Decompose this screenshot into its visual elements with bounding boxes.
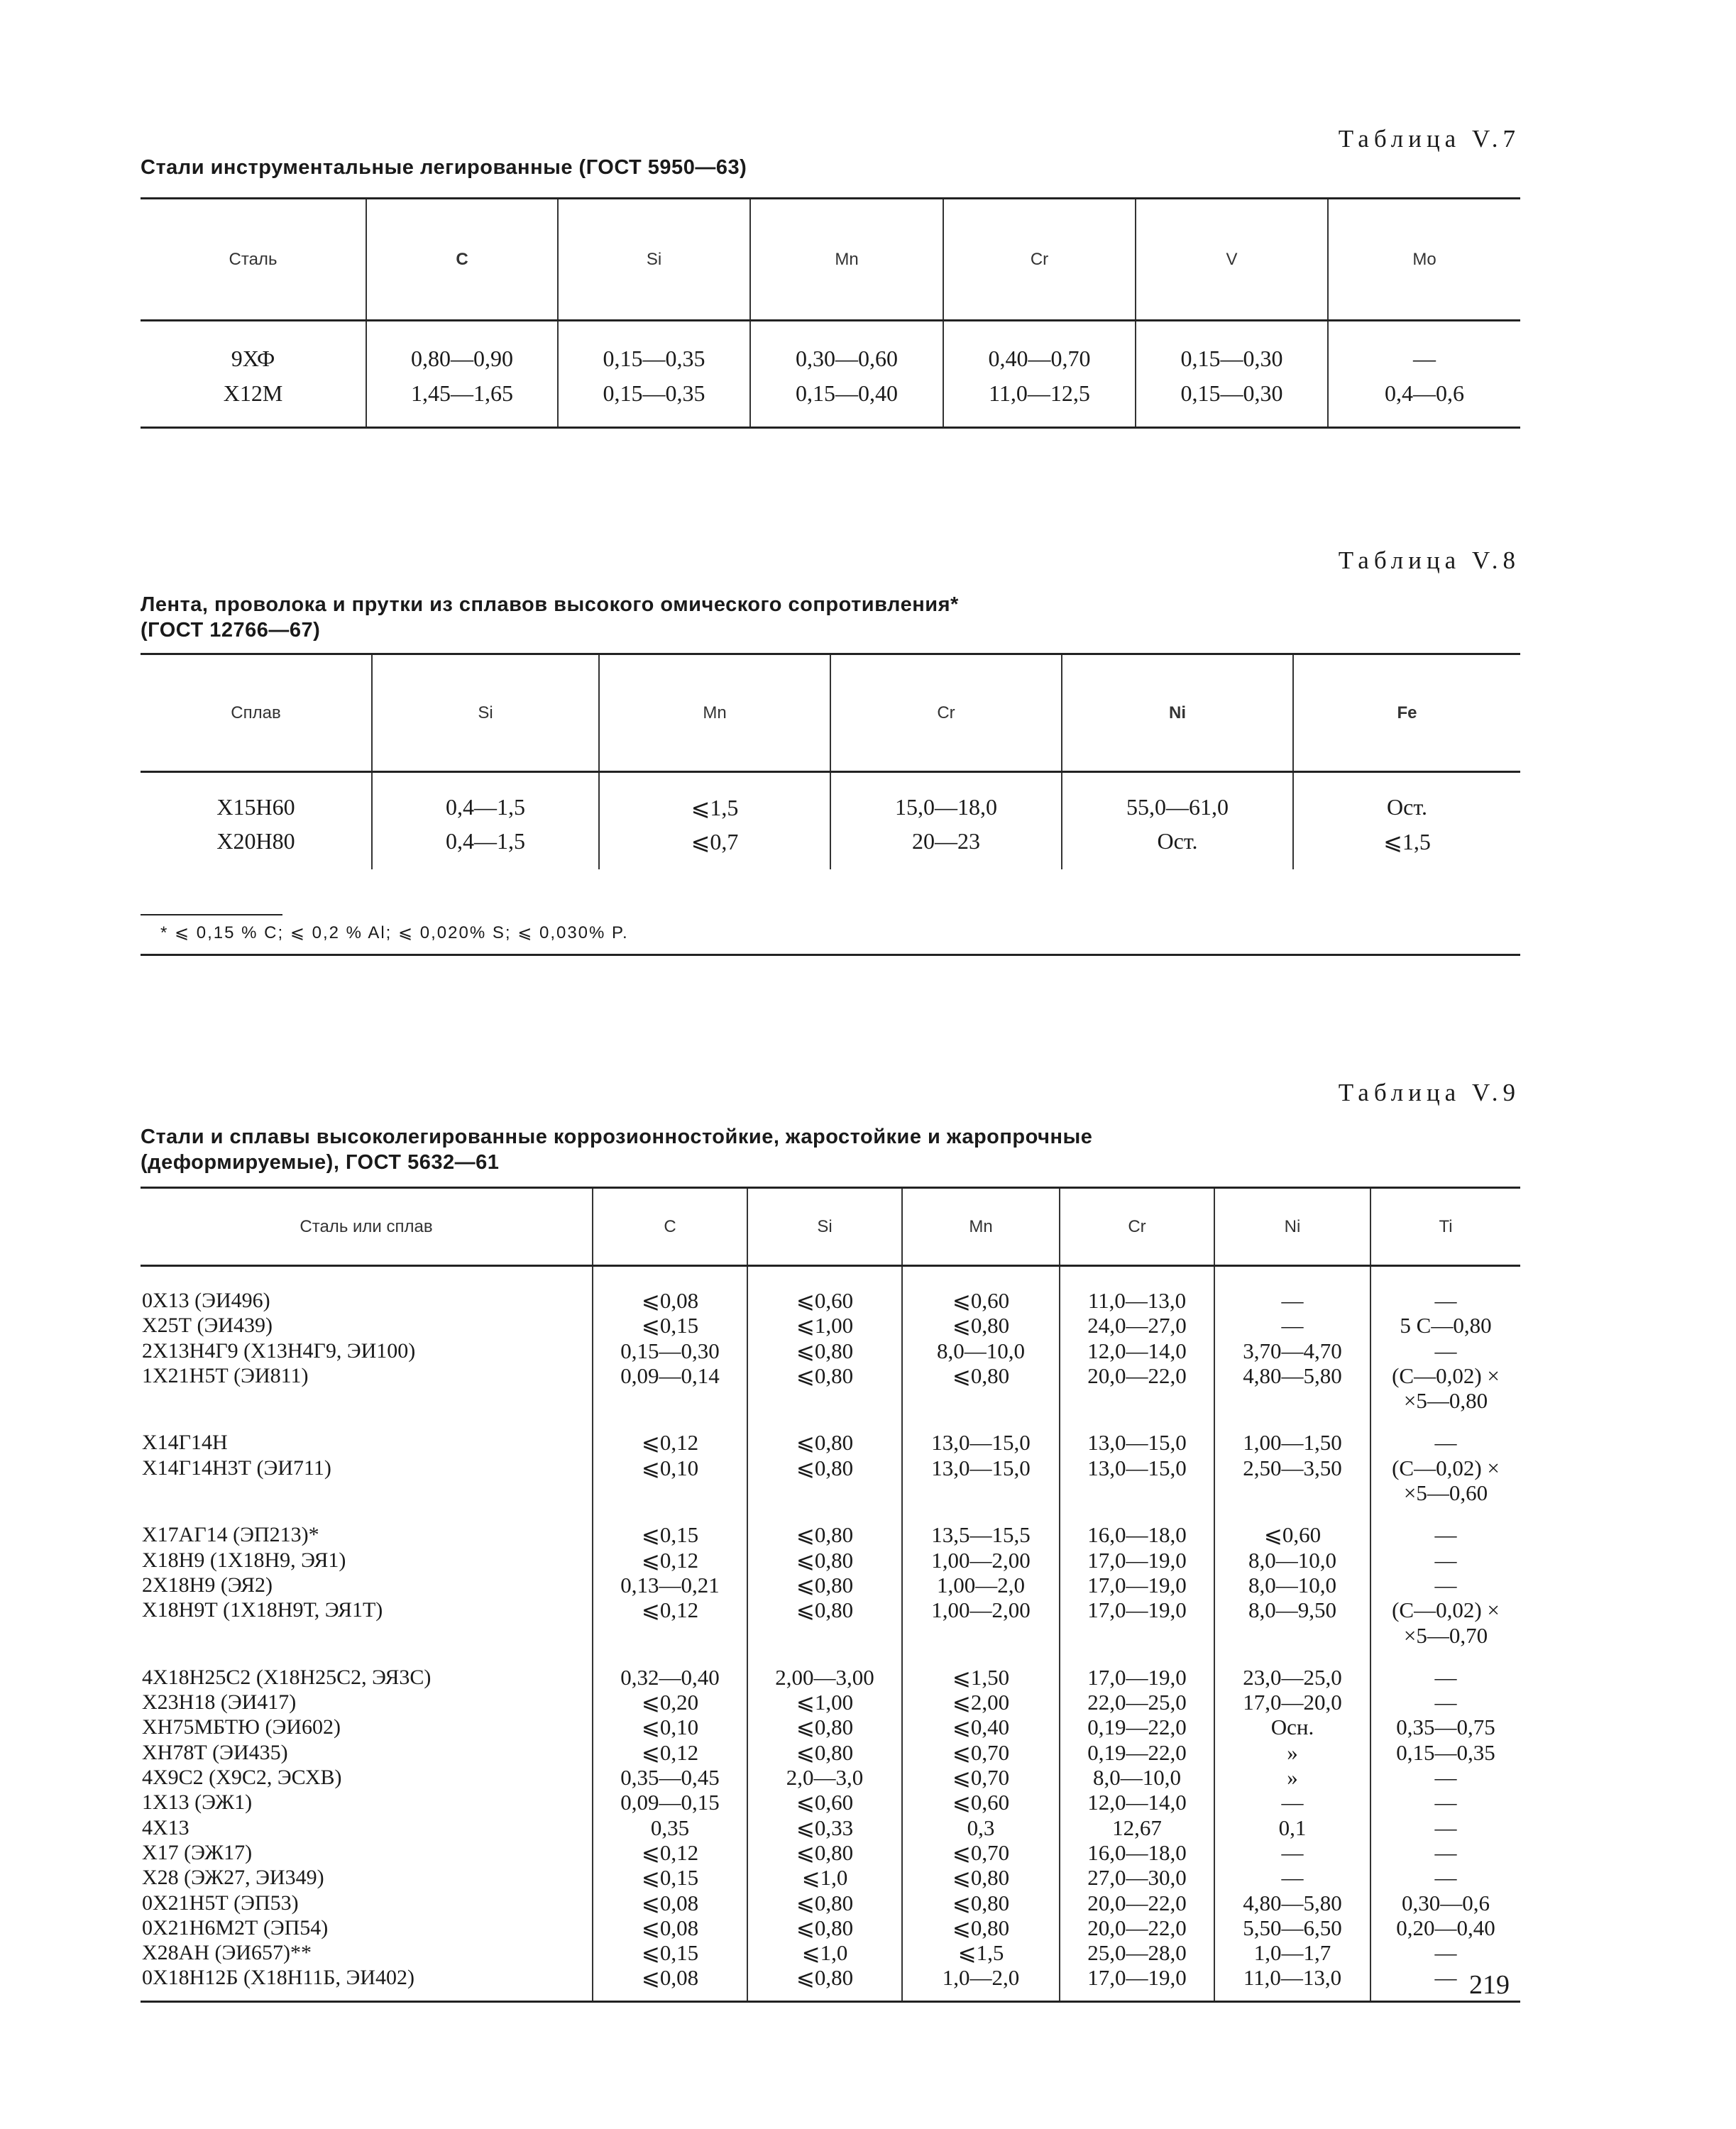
table-cell — [748, 1388, 901, 1413]
column-ti — [1370, 1266, 1520, 2002]
table-cell: 5 C—0,80 — [1400, 1313, 1492, 1338]
table-cell: 8,0—10,0 — [937, 1338, 1025, 1363]
table-cell: — — [1434, 1288, 1457, 1313]
table-cell: ⩽0,15 — [641, 1865, 699, 1891]
table-cell: 13,0—15,0 — [931, 1430, 1031, 1456]
table-cell: 12,0—14,0 — [1087, 1338, 1187, 1363]
table-cell: ⩽0,60 — [796, 1790, 854, 1815]
table-cell: 1,00—1,50 — [1243, 1430, 1342, 1456]
table-v7-header-row — [141, 199, 1520, 321]
table-cell: ⩽0,80 — [796, 1597, 854, 1623]
table-cell: ⩽0,80 — [952, 1313, 1010, 1338]
table-cell: ⩽0,7 — [599, 821, 830, 869]
table-cell: Х20Н80 — [216, 828, 295, 854]
table-cell: 0,15—0,30 — [1136, 372, 1328, 428]
table-v8-title-line2: (ГОСТ 12766—67) — [141, 619, 321, 642]
table-v9-col-header: Cr — [1060, 1188, 1214, 1266]
table-cell: — — [1434, 1430, 1457, 1456]
table-v9-label: Таблица V.9 — [1338, 1079, 1520, 1106]
table-cell: — — [1434, 1572, 1457, 1597]
table-cell: 55,0—61,0 — [1062, 772, 1293, 822]
table-cell: ⩽0,70 — [952, 1839, 1010, 1865]
group-gap — [903, 1413, 1059, 1430]
table-cell: ⩽0,12 — [641, 1430, 699, 1456]
table-cell: ⩽2,00 — [952, 1690, 1010, 1715]
table-cell — [1060, 1388, 1214, 1413]
table-cell: — — [1434, 1940, 1457, 1966]
table-cell: Х18Н9Т (1Х18Н9Т, ЭЯ1Т) — [142, 1598, 383, 1622]
table-cell: 22,0—25,0 — [1087, 1690, 1187, 1715]
table-cell: ×5—0,70 — [1403, 1622, 1488, 1648]
table-cell: 0,35—0,45 — [620, 1765, 720, 1790]
table-cell: 1,00—2,0 — [937, 1572, 1025, 1597]
table-cell: ⩽0,12 — [641, 1597, 699, 1623]
table-cell: 2Х13Н4Г9 (Х13Н4Г9, ЭИ100) — [142, 1338, 416, 1363]
table-cell — [748, 1623, 901, 1648]
table-cell: ⩽0,80 — [952, 1865, 1010, 1891]
table-cell: 17,0—19,0 — [1087, 1547, 1187, 1573]
table-cell: 0,15—0,35 — [558, 321, 750, 373]
table-cell: 0,15—0,30 — [620, 1338, 720, 1363]
table-cell: 0,1 — [1278, 1815, 1307, 1840]
table-cell: 16,0—18,0 — [1087, 1522, 1187, 1548]
table-cell: Х17 (ЭЖ17) — [142, 1840, 253, 1864]
table-v9-header-row — [141, 1188, 1520, 1266]
group-gap — [748, 1413, 901, 1430]
table-cell: 0,15—0,35 — [1396, 1739, 1495, 1765]
table-cell: ×5—0,60 — [1403, 1480, 1488, 1506]
table-cell: 20—23 — [830, 821, 1062, 869]
table-cell: Ост. — [1293, 772, 1520, 822]
group-gap — [1371, 1505, 1520, 1522]
table-cell: — — [1434, 1965, 1457, 1991]
table-cell: 0,15—0,30 — [1136, 321, 1328, 373]
table-cell: (C—0,02) × — [1392, 1363, 1500, 1388]
table-cell: 15,0—18,0 — [830, 772, 1062, 822]
table-cell: ⩽0,10 — [641, 1455, 699, 1480]
table-cell: ⩽0,80 — [796, 1715, 854, 1740]
group-gap — [1371, 1413, 1520, 1430]
table-row — [141, 772, 1520, 822]
table-cell — [142, 1388, 592, 1413]
table-cell: ⩽0,80 — [796, 1522, 854, 1548]
group-gap — [748, 1648, 901, 1665]
table-v8-header-row — [141, 654, 1520, 772]
table-cell: 17,0—19,0 — [1087, 1664, 1187, 1690]
table-v8-footnote: * ⩽ 0,15 % C; ⩽ 0,2 % Al; ⩽ 0,020% S; ⩽ 0,030% P. — [160, 923, 629, 942]
table-cell: ⩽0,80 — [796, 1430, 854, 1456]
table-cell: 2,50—3,50 — [1243, 1455, 1342, 1480]
table-cell: 23,0—25,0 — [1243, 1664, 1342, 1690]
column-c — [593, 1266, 747, 2002]
table-cell: ⩽0,80 — [796, 1965, 854, 1991]
table-cell — [1060, 1623, 1214, 1648]
table-row — [141, 321, 1520, 373]
table-cell: ⩽0,33 — [796, 1815, 854, 1840]
group-gap — [1060, 1505, 1214, 1522]
table-cell: 20,0—22,0 — [1087, 1915, 1187, 1940]
table-cell: 25,0—28,0 — [1087, 1940, 1187, 1966]
table-cell: 13,0—15,0 — [1087, 1455, 1187, 1480]
table-cell: 1Х13 (ЭЖ1) — [142, 1790, 253, 1815]
group-gap — [142, 1413, 592, 1430]
column-ni — [1214, 1266, 1370, 2002]
table-cell: ⩽0,15 — [641, 1522, 699, 1548]
table-cell — [142, 1623, 592, 1648]
table-cell: ⩽0,20 — [641, 1690, 699, 1715]
table-cell: 8,0—10,0 — [1093, 1765, 1181, 1790]
table-cell: 2,00—3,00 — [775, 1664, 874, 1690]
table-cell: 0Х13 (ЭИ496) — [142, 1289, 270, 1312]
table-cell: 1,00—2,00 — [931, 1597, 1031, 1623]
table-cell: 9ХФ — [231, 346, 275, 371]
table-cell — [1215, 1623, 1370, 1648]
table-cell: — — [1434, 1664, 1457, 1690]
table-cell: ⩽0,08 — [641, 1965, 699, 1991]
group-gap — [1215, 1648, 1370, 1665]
table-cell — [142, 1480, 592, 1505]
table-cell: 2Х18Н9 (ЭЯ2) — [142, 1573, 273, 1597]
table-v7-block — [141, 121, 1520, 447]
table-v8 — [141, 653, 1520, 869]
table-cell: — — [1434, 1790, 1457, 1815]
table-cell — [903, 1623, 1059, 1648]
table-cell: ⩽0,15 — [641, 1313, 699, 1338]
table-v8-col-header: Fe — [1293, 654, 1520, 772]
table-cell: 0,15—0,35 — [558, 372, 750, 428]
table-v9-col-header: Si — [747, 1188, 902, 1266]
table-cell: 0,09—0,15 — [620, 1790, 720, 1815]
table-cell: 0,80—0,90 — [366, 321, 558, 373]
table-cell — [1215, 1480, 1370, 1505]
table-cell: ⩽0,40 — [952, 1715, 1010, 1740]
table-cell: 0,40—0,70 — [943, 321, 1136, 373]
table-cell: » — [1287, 1739, 1298, 1765]
table-cell: 0,4—0,6 — [1328, 372, 1520, 428]
table-v7 — [141, 197, 1520, 429]
table-v7-col-header: Mn — [750, 199, 943, 321]
table-cell: — — [1281, 1839, 1304, 1865]
table-cell: 0Х21Н5Т (ЭП53) — [142, 1891, 299, 1915]
table-cell: 0,3 — [967, 1815, 995, 1840]
table-cell: 4Х13 — [142, 1815, 189, 1839]
table-cell: Х23Н18 (ЭИ417) — [142, 1690, 297, 1715]
table-cell: 0,30—0,60 — [750, 321, 943, 373]
footnote-separator — [141, 914, 282, 915]
table-cell: 11,0—13,0 — [1087, 1288, 1187, 1313]
table-cell: 0,4—1,5 — [372, 821, 599, 869]
table-cell: 0,20—0,40 — [1396, 1915, 1495, 1940]
table-cell: — — [1281, 1288, 1304, 1313]
table-cell: 4,80—5,80 — [1243, 1363, 1342, 1388]
table-cell: Х18Н9 (1Х18Н9, ЭЯ1) — [142, 1548, 346, 1572]
table-cell: 0Х18Н12Б (Х18Н11Б, ЭИ402) — [142, 1966, 414, 1990]
table-cell: Х17АГ14 (ЭП213)* — [142, 1523, 319, 1547]
table-cell: 8,0—10,0 — [1248, 1547, 1336, 1573]
table-cell: ⩽0,15 — [641, 1940, 699, 1966]
group-gap — [593, 1505, 747, 1522]
column-cr — [1060, 1266, 1214, 2002]
table-cell: ⩽0,80 — [952, 1363, 1010, 1388]
table-cell: ⩽0,08 — [641, 1890, 699, 1915]
table-v9-title-line2: (деформируемые), ГОСТ 5632—61 — [141, 1151, 500, 1174]
table-cell: ⩽0,80 — [952, 1890, 1010, 1915]
table-cell: ХН78Т (ЭИ435) — [142, 1740, 288, 1764]
table-cell: ⩽1,00 — [796, 1313, 854, 1338]
table-v8-col-header: Si — [372, 654, 599, 772]
table-cell: Х25Т (ЭИ439) — [142, 1314, 273, 1338]
table-cell: 0,35—0,75 — [1396, 1715, 1495, 1740]
table-cell: ⩽0,80 — [796, 1572, 854, 1597]
table-cell: ⩽0,12 — [641, 1739, 699, 1765]
table-cell: 0,09—0,14 — [620, 1363, 720, 1388]
table-cell: 27,0—30,0 — [1087, 1865, 1187, 1891]
table-cell: — — [1434, 1690, 1457, 1715]
table-cell: 0,19—22,0 — [1087, 1715, 1187, 1740]
table-cell: ⩽0,80 — [796, 1547, 854, 1573]
table-v7-col-header: V — [1136, 199, 1328, 321]
table-cell: — — [1434, 1765, 1457, 1790]
table-cell: Х14Г14Н3Т (ЭИ711) — [142, 1456, 331, 1480]
table-cell: ⩽1,5 — [957, 1940, 1004, 1966]
table-cell: 13,0—15,0 — [1087, 1430, 1187, 1456]
table-v8-bottom-rule — [141, 954, 1520, 956]
table-cell: 0,13—0,21 — [620, 1572, 720, 1597]
table-v8-title-line1: Лента, проволока и прутки из сплавов высокого омического сопротивления* — [141, 593, 959, 616]
table-cell: ⩽1,50 — [952, 1664, 1010, 1690]
table-cell: 13,5—15,5 — [931, 1522, 1031, 1548]
table-cell: — — [1434, 1522, 1457, 1548]
table-cell: » — [1287, 1765, 1298, 1790]
table-cell: ⩽0,12 — [641, 1547, 699, 1573]
table-cell: 16,0—18,0 — [1087, 1839, 1187, 1865]
table-cell: ⩽0,80 — [796, 1338, 854, 1363]
table-cell: — — [1281, 1313, 1304, 1338]
table-cell: 17,0—19,0 — [1087, 1965, 1187, 1991]
table-cell: — — [1328, 321, 1520, 373]
table-cell: 4Х9С2 (Х9С2, ЭСХВ) — [142, 1766, 342, 1790]
column-mn — [902, 1266, 1060, 2002]
table-cell: Х12М — [223, 380, 283, 406]
table-cell: 0,30—0,6 — [1402, 1890, 1490, 1915]
page-number: 219 — [1469, 1970, 1510, 2000]
table-cell: Ост. — [1062, 821, 1293, 869]
table-cell — [1060, 1480, 1214, 1505]
table-v7-col-header: Cr — [943, 199, 1136, 321]
table-cell — [903, 1480, 1059, 1505]
table-v7-col-header: Mo — [1328, 199, 1520, 321]
table-v7-col-header: C — [366, 199, 558, 321]
table-cell: 1Х21Н5Т (ЭИ811) — [142, 1363, 309, 1387]
group-gap — [1060, 1648, 1214, 1665]
table-cell: — — [1434, 1547, 1457, 1573]
table-v9-body-row — [141, 1266, 1520, 2002]
table-row — [141, 372, 1520, 428]
column-name — [141, 1266, 593, 2002]
table-cell: — — [1434, 1815, 1457, 1840]
group-gap — [142, 1648, 592, 1665]
table-cell: ⩽0,60 — [796, 1288, 854, 1313]
group-gap — [748, 1505, 901, 1522]
table-cell: ⩽0,60 — [1263, 1522, 1322, 1548]
table-cell: ⩽0,12 — [641, 1839, 699, 1865]
table-cell: Х15Н60 — [216, 794, 295, 820]
table-cell: ⩽0,70 — [952, 1739, 1010, 1765]
table-cell: ×5—0,80 — [1403, 1388, 1488, 1414]
group-gap — [1215, 1413, 1370, 1430]
table-cell: 0,32—0,40 — [620, 1664, 720, 1690]
table-cell: Х28АН (ЭИ657)** — [142, 1941, 312, 1965]
table-cell: 0Х21Н6М2Т (ЭП54) — [142, 1915, 329, 1940]
table-cell: 1,00—2,00 — [931, 1547, 1031, 1573]
group-gap — [1371, 1648, 1520, 1665]
table-cell: 0,4—1,5 — [372, 772, 599, 822]
table-cell: 1,45—1,65 — [366, 372, 558, 428]
table-cell: ⩽1,5 — [1293, 821, 1520, 869]
table-v8-col-header: Ni — [1062, 654, 1293, 772]
table-cell: ⩽0,80 — [796, 1890, 854, 1915]
table-cell: 1,0—1,7 — [1253, 1940, 1331, 1966]
table-v9-col-header: Ni — [1214, 1188, 1370, 1266]
group-gap — [1060, 1413, 1214, 1430]
table-v7-col-header: Si — [558, 199, 750, 321]
table-cell: (C—0,02) × — [1392, 1597, 1500, 1623]
table-row — [141, 821, 1520, 869]
table-cell: ⩽0,80 — [796, 1839, 854, 1865]
table-cell: 4,80—5,80 — [1243, 1890, 1342, 1915]
table-cell: 2,0—3,0 — [786, 1765, 864, 1790]
table-cell: ⩽0,60 — [952, 1790, 1010, 1815]
table-cell: — — [1434, 1338, 1457, 1363]
table-cell: ⩽0,10 — [641, 1715, 699, 1740]
table-cell: ⩽0,80 — [796, 1915, 854, 1940]
table-v8-col-header: Сплав — [141, 654, 372, 772]
table-cell — [593, 1623, 747, 1648]
group-gap — [593, 1413, 747, 1430]
table-cell: ⩽1,0 — [801, 1940, 848, 1966]
table-cell: 17,0—19,0 — [1087, 1572, 1187, 1597]
table-cell: ⩽0,70 — [952, 1765, 1010, 1790]
table-cell: ⩽0,08 — [641, 1288, 699, 1313]
table-cell: 12,0—14,0 — [1087, 1790, 1187, 1815]
table-cell — [1215, 1388, 1370, 1413]
table-cell: 20,0—22,0 — [1087, 1363, 1187, 1388]
table-cell: 0,35 — [650, 1815, 690, 1840]
group-gap — [142, 1505, 592, 1522]
table-cell: 8,0—10,0 — [1248, 1572, 1336, 1597]
table-v9-col-header: C — [593, 1188, 747, 1266]
group-gap — [593, 1648, 747, 1665]
table-cell: 17,0—20,0 — [1243, 1690, 1342, 1715]
table-cell: ⩽1,5 — [599, 772, 830, 822]
group-gap — [1215, 1505, 1370, 1522]
table-cell — [748, 1480, 901, 1505]
table-cell: 13,0—15,0 — [931, 1455, 1031, 1480]
table-v9-col-header: Ti — [1370, 1188, 1520, 1266]
column-si — [747, 1266, 902, 2002]
table-v7-title: Стали инструментальные легированные (ГОСТ 5950—63) — [141, 156, 747, 179]
table-v8-col-header: Cr — [830, 654, 1062, 772]
table-cell: (C—0,02) × — [1392, 1455, 1500, 1480]
table-cell: ⩽0,60 — [952, 1288, 1010, 1313]
table-v7-col-header: Сталь — [141, 199, 366, 321]
table-cell: ⩽1,00 — [796, 1690, 854, 1715]
table-cell: 11,0—12,5 — [943, 372, 1136, 428]
table-cell: 12,67 — [1112, 1815, 1162, 1840]
table-cell: — — [1434, 1839, 1457, 1865]
table-cell: — — [1281, 1865, 1304, 1891]
table-cell: 17,0—19,0 — [1087, 1597, 1187, 1623]
group-gap — [903, 1505, 1059, 1522]
table-cell: 0,15—0,40 — [750, 372, 943, 428]
table-cell: 4Х18Н25С2 (Х18Н25С2, ЭЯ3С) — [142, 1665, 432, 1689]
table-cell — [593, 1480, 747, 1505]
table-cell: ⩽0,80 — [796, 1739, 854, 1765]
table-cell: ⩽1,0 — [801, 1865, 848, 1891]
table-cell: 8,0—9,50 — [1248, 1597, 1336, 1623]
table-v9-col-header: Mn — [902, 1188, 1060, 1266]
table-v8-block — [141, 546, 1520, 972]
table-cell — [903, 1388, 1059, 1413]
table-v9 — [141, 1187, 1520, 2003]
table-cell: Х14Г14Н — [142, 1431, 228, 1455]
table-v9-title-line1: Стали и сплавы высоколегированные коррозионностойкие, жаростойкие и жаропрочные — [141, 1126, 1093, 1148]
table-cell: 20,0—22,0 — [1087, 1890, 1187, 1915]
table-cell: — — [1434, 1865, 1457, 1891]
table-cell: Х28 (ЭЖ27, ЭИ349) — [142, 1866, 324, 1890]
group-gap — [903, 1648, 1059, 1665]
table-cell: Осн. — [1270, 1715, 1314, 1740]
table-v8-col-header: Mn — [599, 654, 830, 772]
table-cell: 0,19—22,0 — [1087, 1739, 1187, 1765]
table-cell: 1,0—2,0 — [942, 1965, 1020, 1991]
table-cell: — — [1281, 1790, 1304, 1815]
table-cell: 5,50—6,50 — [1243, 1915, 1342, 1940]
table-cell: ХН75МБТЮ (ЭИ602) — [142, 1715, 341, 1739]
table-cell: 3,70—4,70 — [1243, 1338, 1342, 1363]
table-cell: ⩽0,80 — [796, 1363, 854, 1388]
table-cell: ⩽0,80 — [796, 1455, 854, 1480]
table-cell: ⩽0,80 — [952, 1915, 1010, 1940]
table-v8-label: Таблица V.8 — [1338, 546, 1520, 574]
table-cell: 11,0—13,0 — [1243, 1965, 1342, 1991]
table-v9-col-header: Сталь или сплав — [141, 1188, 593, 1266]
table-cell — [593, 1388, 747, 1413]
table-cell: ⩽0,08 — [641, 1915, 699, 1940]
table-v7-label: Таблица V.7 — [1338, 125, 1520, 153]
table-cell: 24,0—27,0 — [1087, 1313, 1187, 1338]
